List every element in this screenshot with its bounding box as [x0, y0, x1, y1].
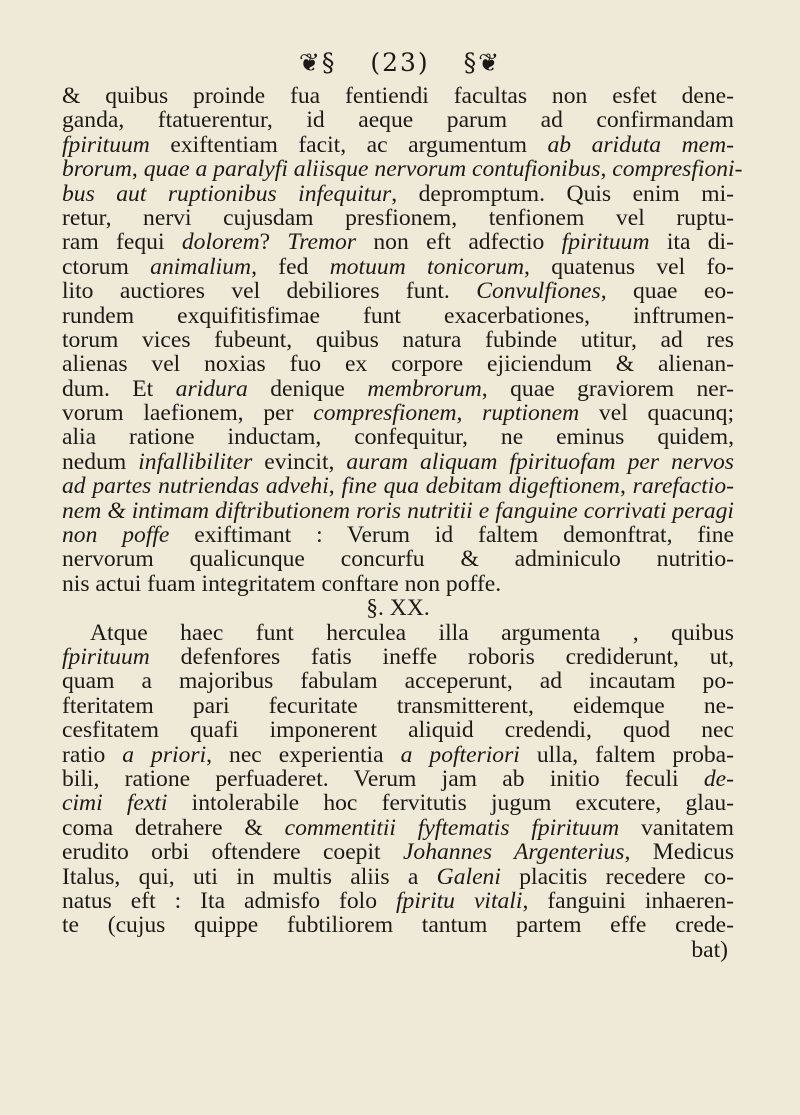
roman-text: , quae eo-	[600, 278, 735, 305]
text-line	[62, 767, 734, 791]
roman-text: ram fequi	[62, 229, 182, 256]
italic-text: rarefactio-	[632, 473, 735, 500]
roman-text: quam a majoribus fabulam acceperunt, ad incautam po-	[62, 668, 734, 695]
text-line	[62, 572, 734, 596]
roman-text: , Medicus	[624, 839, 734, 866]
roman-text: defenfores fatis ineffe roboris crediderunt, ut,	[149, 643, 734, 670]
roman-text: ?	[259, 229, 288, 256]
roman-text: bat)	[691, 936, 728, 963]
roman-text: ita di-	[649, 229, 734, 256]
roman-text: non eft adfectio	[356, 229, 562, 256]
italic-text: Galeni	[436, 863, 501, 890]
italic-text: Convulfiones	[476, 278, 601, 305]
text-line	[62, 279, 734, 303]
text-line	[62, 304, 734, 328]
body-text	[62, 83, 743, 963]
text-line	[62, 621, 734, 645]
text-line	[62, 401, 734, 425]
text-line	[62, 352, 734, 376]
text-line	[62, 523, 734, 547]
roman-text: exiftimant : Verum id faltem demonftrat, fine	[169, 522, 735, 549]
italic-text: ab ariduta mem-	[547, 131, 734, 158]
left-ornament-icon: ❦§	[298, 48, 337, 77]
roman-text: rundem exquifitisfimae funt exacerbationes, inftrumen-	[62, 302, 734, 329]
roman-text: ,	[328, 473, 342, 500]
italic-text: brorum	[62, 156, 132, 183]
roman-text: Atque haec funt herculea illa argumenta , quibus	[90, 619, 734, 646]
roman-text: & quibus proinde fua fentiendi facultas non esfet dene-	[62, 83, 734, 109]
text-line	[62, 377, 734, 401]
roman-text: ,	[619, 473, 633, 500]
roman-text: denique	[247, 375, 368, 402]
text-line	[62, 255, 734, 279]
italic-text: nem & intimam diftributionem roris nutritii e fanguine corrivati peragi	[62, 497, 734, 524]
italic-text: compresfionem	[313, 400, 457, 427]
text-line	[62, 840, 734, 864]
roman-text: dum. Et	[62, 375, 176, 402]
text-line	[62, 718, 734, 742]
text-line	[62, 84, 734, 108]
text-line	[62, 547, 734, 571]
text-line	[62, 889, 734, 913]
roman-text: placitis recedere co-	[500, 863, 734, 890]
roman-text: nervorum qualicunque concurfu & adminiculo nutritio-	[62, 546, 734, 573]
roman-text: torum vices fubeunt, quibus natura fubinde utitur, ad res	[62, 326, 734, 353]
text-line	[62, 669, 734, 693]
italic-text: fpirituum	[62, 643, 150, 670]
roman-text: vel quacunq;	[579, 400, 734, 427]
text-line	[62, 596, 734, 620]
text-line	[62, 182, 734, 206]
text-line	[62, 108, 734, 132]
text-line	[62, 474, 734, 498]
roman-text: coma detrahere &	[62, 814, 285, 841]
roman-text: lito auctiores vel debiliores funt.	[62, 278, 477, 305]
roman-text: natus eft : Ita admisfo folo	[62, 887, 396, 914]
italic-text: aridura	[175, 375, 248, 402]
italic-text: fpirituum	[561, 229, 650, 256]
text-line	[62, 791, 734, 815]
roman-text: §. XX.	[366, 595, 430, 622]
italic-text: ruptionem	[482, 400, 580, 427]
right-ornament-icon: §❦	[463, 48, 502, 77]
text-line	[62, 499, 734, 523]
italic-text: non poffe	[62, 522, 170, 549]
page-number: (23)	[370, 48, 430, 77]
italic-text: a pofteriori	[400, 741, 520, 768]
text-line	[62, 425, 734, 449]
roman-text: alia ratione inductam, confequitur, ne eminus quidem,	[62, 424, 734, 451]
text-line	[62, 206, 734, 230]
roman-text: nedum	[62, 448, 139, 475]
page-header	[0, 48, 800, 77]
roman-text: cesfitatem quafi imponerent aliquid credendi, quod nec	[62, 717, 734, 744]
roman-text: fteritatem pari fecuritate transmitterent, eidemque ne-	[62, 692, 734, 719]
roman-text: retur, nervi cujusdam presfionem, tenfionem vel ruptu-	[62, 204, 734, 231]
text-line	[62, 230, 734, 254]
italic-text: de-	[703, 765, 734, 792]
roman-text: intolerabile hoc fervitutis jugum excutere, glau-	[167, 790, 734, 817]
roman-text: vorum laefionem, per	[62, 400, 314, 427]
text-line	[62, 156, 743, 183]
text-line	[62, 816, 734, 840]
text-line	[62, 938, 734, 962]
roman-text: , fanguini inhaeren-	[522, 887, 734, 914]
roman-text: , quatenus vel fo-	[524, 253, 735, 280]
roman-text: , quae graviorem ner-	[481, 375, 734, 402]
roman-text: , nec experientia	[206, 741, 401, 768]
text-line	[62, 133, 734, 157]
italic-text: motuum tonicorum	[329, 253, 525, 280]
roman-text: ,	[131, 156, 144, 183]
italic-text: cimi fexti	[62, 790, 168, 817]
italic-text: Tremor	[287, 229, 357, 256]
italic-text: fine qua debitam digeftionem	[341, 473, 620, 500]
italic-text: a priori	[122, 741, 207, 768]
roman-text: alienas vel noxias fuo ex corpore ejiciendum & alienan-	[62, 351, 734, 378]
italic-text: animalium	[150, 253, 252, 280]
text-line	[62, 645, 734, 669]
roman-text: ganda, ftatuerentur, id aeque parum ad confirmandam	[62, 107, 734, 134]
italic-text: bus aut ruptionibus infequitur	[62, 180, 392, 207]
italic-text: dolorem	[181, 229, 260, 256]
roman-text: ,	[600, 156, 613, 183]
roman-text: ctorum	[62, 253, 151, 280]
text-line	[62, 450, 734, 474]
italic-text: ad partes nutriendas advehi	[62, 473, 329, 500]
text-line	[62, 743, 734, 767]
roman-text: , depromptum. Quis enim mi-	[391, 180, 734, 207]
roman-text: ,	[456, 400, 483, 427]
italic-text: fpiritu vitali	[395, 887, 523, 914]
italic-text: commentitii fyftematis fpirituum	[284, 814, 620, 841]
italic-text: infallibiliter	[138, 448, 253, 475]
text-line	[62, 328, 734, 352]
roman-text: ratio	[62, 741, 123, 768]
text-line	[62, 913, 734, 937]
italic-text: compresfioni-	[612, 156, 743, 183]
roman-text: te (cujus quippe fubtiliorem tantum partem effe crede-	[62, 912, 734, 939]
roman-text: evincit,	[252, 448, 347, 475]
italic-text: quae a paralyfi aliisque nervorum contufionibus	[143, 156, 601, 183]
text-line	[62, 694, 734, 718]
roman-text: ulla, faltem proba-	[519, 741, 734, 768]
roman-text: Italus, qui, uti in multis aliis a	[62, 863, 437, 890]
roman-text: bili, ratione perfuaderet. Verum jam ab initio feculi	[62, 765, 704, 792]
roman-text: nis actui fuam integritatem conftare non poffe.	[62, 570, 502, 597]
italic-text: auram aliquam fpirituofam per nervos	[346, 448, 734, 475]
roman-text: exiftentiam facit, ac argumentum	[149, 131, 548, 158]
roman-text: erudito orbi oftendere coepit	[62, 839, 403, 866]
italic-text: membrorum	[367, 375, 482, 402]
roman-text: vanitatem	[619, 814, 734, 841]
text-line	[62, 865, 734, 889]
italic-text: fpirituum	[62, 131, 150, 158]
roman-text: , fed	[251, 253, 330, 280]
italic-text: Johannes Argenterius	[402, 839, 625, 866]
